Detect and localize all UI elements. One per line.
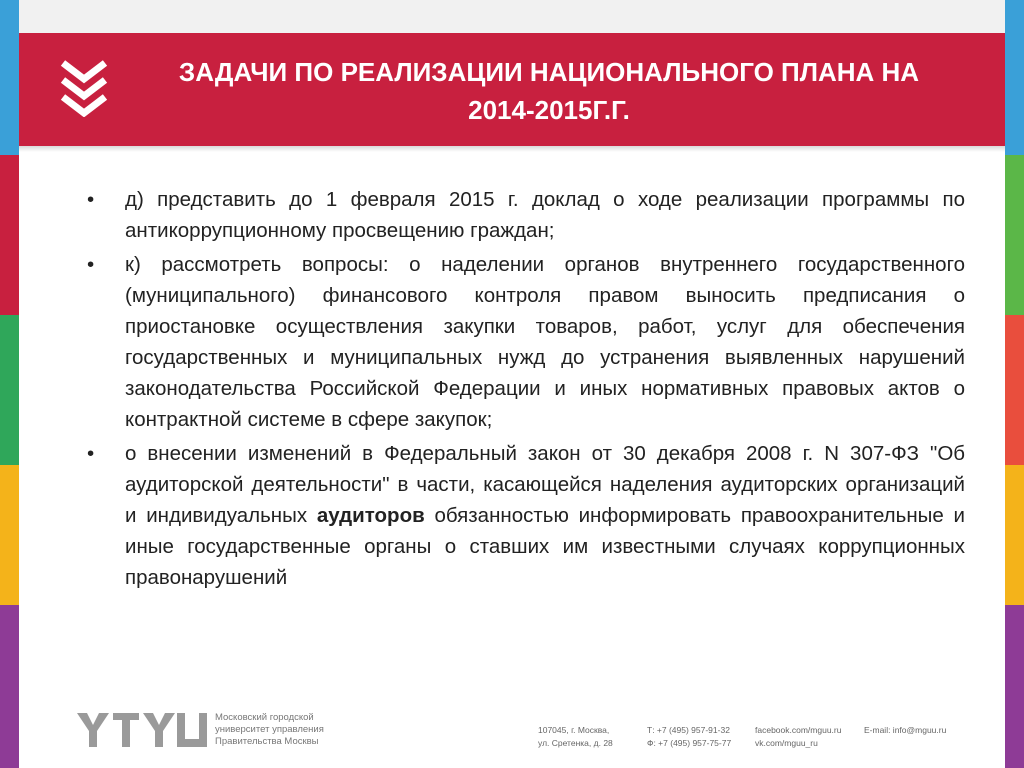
org-line: Правительства Москвы [215, 736, 319, 747]
right-color-stripe [1005, 0, 1024, 768]
bullet-icon: • [87, 253, 95, 276]
phone-line: Т: +7 (495) 957-91-32 [647, 725, 730, 735]
footer-email [864, 724, 946, 737]
address-line: ул. Сретенка, д. 28 [538, 738, 613, 748]
title-line-1: ЗАДАЧИ ПО РЕАЛИЗАЦИИ НАЦИОНАЛЬНОГО ПЛАНА НА [178, 57, 920, 87]
slide-footer [19, 700, 1005, 768]
list-item-text: д) представить до 1 февраля 2015 г. доклад о ходе реализации программы по антикоррупционному просвещению граждан; [125, 188, 965, 242]
list-item-text: о внесении изменений в Федеральный закон от 30 декабря 2008 г. N 307-ФЗ "Об аудиторской деятельности" в части, касающейся наделения аудиторских организаций и индивидуальных [125, 442, 965, 527]
list-item [87, 249, 965, 435]
footer-address [538, 724, 613, 750]
footer-phones [647, 724, 731, 750]
bullet-icon: • [87, 188, 95, 211]
list-item [87, 184, 965, 246]
stripe-segment [0, 315, 19, 465]
slide [19, 0, 1005, 768]
vk-link[interactable]: vk.com/mguu_ru [755, 738, 818, 748]
stripe-segment [1005, 465, 1024, 605]
list-item-bold-text: аудиторов [316, 504, 425, 527]
facebook-link[interactable]: facebook.com/mguu.ru [755, 725, 842, 735]
stripe-segment [1005, 315, 1024, 465]
org-line: университет управления [215, 724, 324, 735]
email-link[interactable]: E-mail: info@mguu.ru [864, 725, 947, 735]
page-title [119, 53, 979, 129]
triple-chevron-down-icon [59, 57, 109, 117]
left-color-stripe [0, 0, 19, 768]
bullet-list [87, 184, 965, 596]
bullet-icon: • [87, 442, 95, 465]
stripe-segment [0, 155, 19, 315]
stripe-segment [0, 0, 19, 155]
footer-social [755, 724, 841, 750]
stripe-segment [0, 465, 19, 605]
university-logo [77, 713, 207, 747]
header-shadow [19, 146, 1005, 152]
stripe-segment [1005, 0, 1024, 155]
list-item-text: к) рассмотреть вопросы: о наделении органов внутреннего государственного (муниципального) финансового контроля правом выносить предписания о приостановке осуществления закупки товаров, работ, услуг для обеспечения государственных и муниципальных нужд до устранения выявленных нарушений законодательства Российской Федерации и иных нормативных правовых актов о контрактной системе в сфере закупок; [125, 253, 965, 431]
top-band [19, 0, 1005, 33]
organization-name [215, 712, 355, 748]
stripe-segment [1005, 155, 1024, 315]
slide-header [19, 33, 1005, 146]
stripe-segment [0, 605, 19, 768]
list-item [87, 438, 965, 593]
list-item-text: обязанностью информировать правоохранительные и иные государственные органы о ставших им известными случаях коррупционных правонарушений [125, 504, 965, 589]
org-line: Московский городской [215, 712, 314, 723]
stripe-segment [1005, 605, 1024, 768]
title-line-2: 2014-2015Г.Г. [468, 95, 630, 125]
address-line: 107045, г. Москва, [538, 725, 610, 735]
fax-line: Ф: +7 (495) 957-75-77 [647, 738, 732, 748]
